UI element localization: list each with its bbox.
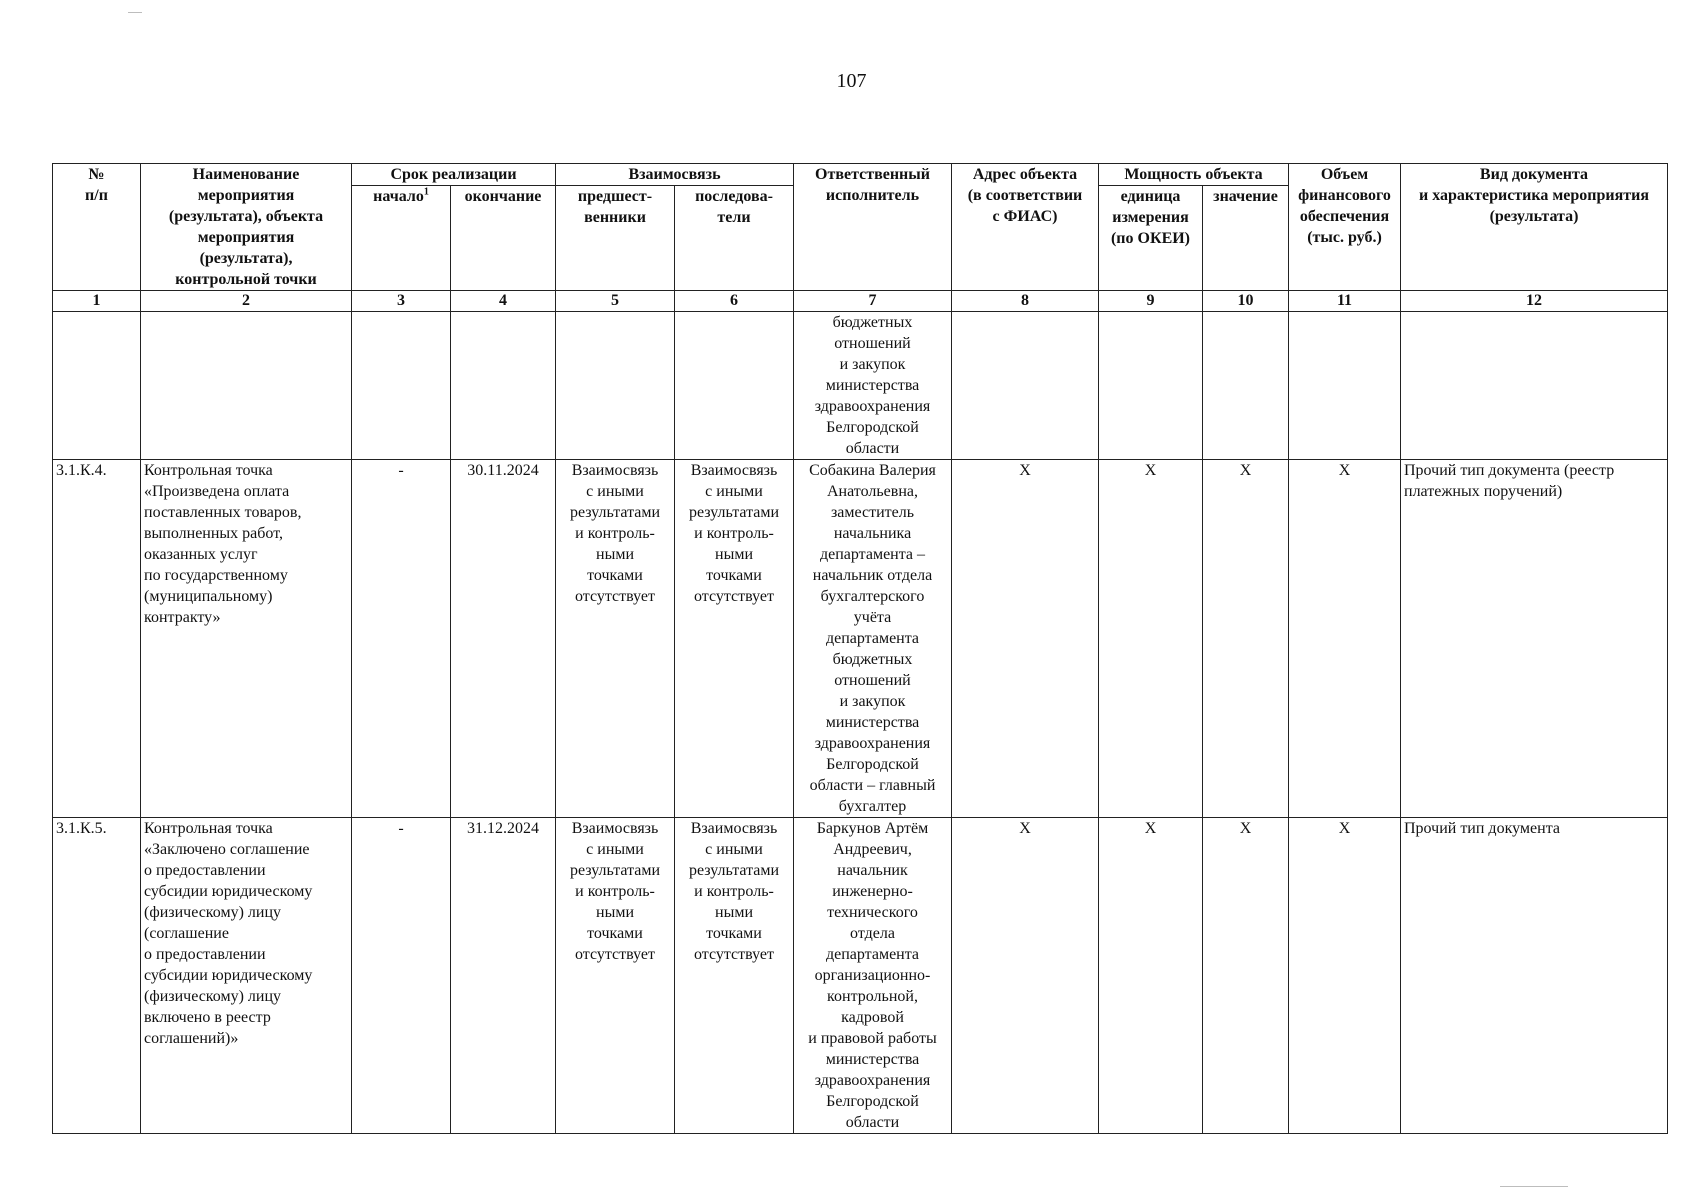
row-value [1203,312,1289,460]
column-number: 10 [1203,291,1289,312]
column-number: 2 [141,291,352,312]
column-number: 3 [352,291,451,312]
plan-table [52,163,1668,1134]
header-num: № п/п [53,164,141,291]
header-start-footnote: 1 [423,186,429,198]
column-number: 11 [1289,291,1401,312]
row-predecessors [556,312,675,460]
row-address: X [952,460,1099,818]
row-predecessors: Взаимосвязь с иными результатами и контроль- ными точками отсутствует [556,460,675,818]
row-end: 30.11.2024 [451,460,556,818]
row-document: Прочий тип документа [1401,818,1668,1134]
row-num: 3.1.К.4. [53,460,141,818]
table-row [53,312,1668,460]
column-number: 1 [53,291,141,312]
header-start-label: начало [373,188,424,206]
row-end [451,312,556,460]
header-predecessors: предшест- венники [556,186,675,291]
row-financing: X [1289,818,1401,1134]
column-number: 4 [451,291,556,312]
row-document: Прочий тип документа (реестр платежных поручений) [1401,460,1668,818]
column-number: 5 [556,291,675,312]
row-name [141,312,352,460]
column-number: 12 [1401,291,1668,312]
row-address: X [952,818,1099,1134]
row-financing [1289,312,1401,460]
column-number: 8 [952,291,1099,312]
row-start: - [352,460,451,818]
row-unit: X [1099,460,1203,818]
row-start [352,312,451,460]
row-name: Контрольная точка «Произведена оплата поставленных товаров, выполненных работ, оказанных услуг по государственному (муниципальному) контракту» [141,460,352,818]
table-row [53,818,1668,1134]
row-value: X [1203,818,1289,1134]
row-unit [1099,312,1203,460]
header-group-period: Срок реализации [352,164,556,186]
column-number: 9 [1099,291,1203,312]
page-number: 107 [836,70,867,92]
header-address: Адрес объекта (в соответствии с ФИАС) [952,164,1099,291]
row-end: 31.12.2024 [451,818,556,1134]
scan-mark-top [128,12,142,13]
row-responsible: Баркунов Артём Андреевич, начальник инженерно- технического отдела департамента организационно- контрольной, кадровой и правовой работы министерства здравоохранения Белгородской области [794,818,952,1134]
row-address [952,312,1099,460]
header-start [352,186,451,291]
row-predecessors: Взаимосвязь с иными результатами и контроль- ными точками отсутствует [556,818,675,1134]
row-start: - [352,818,451,1134]
header-successors: последова- тели [675,186,794,291]
scan-mark-bottom [1500,1186,1568,1187]
header-group-power: Мощность объекта [1099,164,1289,186]
header-financing: Объем финансового обеспечения (тыс. руб.) [1289,164,1401,291]
header-value: значение [1203,186,1289,291]
row-name: Контрольная точка «Заключено соглашение о предоставлении субсидии юридическому (физическому) лицу (соглашение о предоставлении субсидии юридическому (физическому) лицу включено в реестр соглашений)» [141,818,352,1134]
header-responsible: Ответственный исполнитель [794,164,952,291]
row-responsible: бюджетных отношений и закупок министерства здравоохранения Белгородской области [794,312,952,460]
header-document: Вид документа и характеристика мероприятия (результата) [1401,164,1668,291]
row-document [1401,312,1668,460]
row-successors: Взаимосвязь с иными результатами и контроль- ными точками отсутствует [675,460,794,818]
row-financing: X [1289,460,1401,818]
row-successors [675,312,794,460]
row-responsible: Собакина Валерия Анатольевна, заместитель начальника департамента – начальник отдела бухгалтерского учёта департамента бюджетных отношений и закупок министерства здравоохранения Белгородской области – главный бухгалтер [794,460,952,818]
row-successors: Взаимосвязь с иными результатами и контроль- ными точками отсутствует [675,818,794,1134]
header-group-link: Взаимосвязь [556,164,794,186]
row-unit: X [1099,818,1203,1134]
header-name: Наименование мероприятия (результата), объекта мероприятия (результата), контрольной точки [141,164,352,291]
column-number: 6 [675,291,794,312]
row-value: X [1203,460,1289,818]
header-end: окончание [451,186,556,291]
row-num: 3.1.К.5. [53,818,141,1134]
header-unit: единица измерения (по ОКЕИ) [1099,186,1203,291]
table-row [53,460,1668,818]
column-number: 7 [794,291,952,312]
column-numbers-row [53,291,1668,312]
row-num [53,312,141,460]
